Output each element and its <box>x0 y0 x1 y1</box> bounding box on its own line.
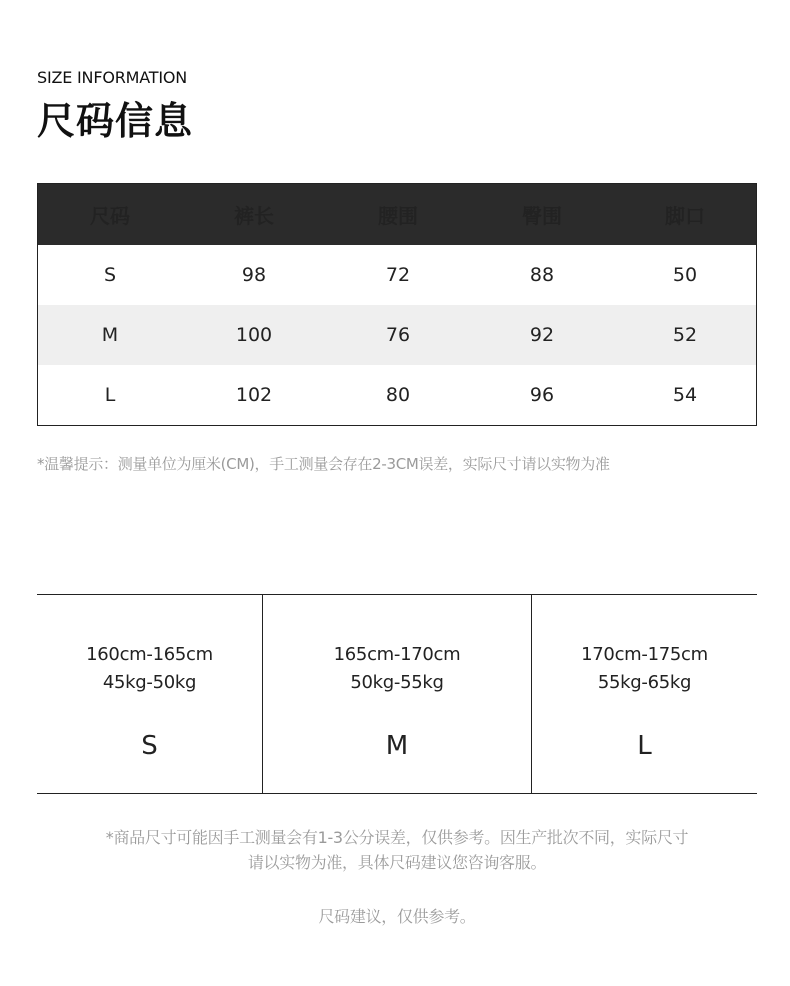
table-cell: 96 <box>529 384 555 406</box>
table-cell: 92 <box>529 324 555 346</box>
recommendation-column <box>262 595 531 793</box>
table-cell: S <box>103 264 117 286</box>
header-cell-length: 裤长 <box>234 204 274 228</box>
size-table-header <box>38 184 756 245</box>
table-cell: 100 <box>235 324 273 346</box>
table-cell: 50 <box>672 264 698 286</box>
table-cell: 76 <box>385 324 411 346</box>
measurement-note: *温馨提示：测量单位为厘米(CM)，手工测量会存在2-3CM误差，实际尺寸请以实物为准 <box>37 455 610 473</box>
size-info-subtitle: SIZE INFORMATION <box>37 68 187 87</box>
weight-range: 55kg-65kg <box>597 672 692 693</box>
size-recommendation-table <box>37 594 757 794</box>
header-cell-waist: 腰围 <box>378 204 418 228</box>
table-row <box>38 305 756 365</box>
header-cell-hem: 脚口 <box>665 204 705 228</box>
product-size-note <box>37 825 757 875</box>
table-cell: 98 <box>241 264 267 286</box>
table-cell: M <box>101 324 119 346</box>
height-range: 165cm-170cm <box>333 644 461 665</box>
table-cell: 80 <box>385 384 411 406</box>
weight-range: 50kg-55kg <box>350 672 444 693</box>
table-cell: L <box>104 384 116 406</box>
table-row <box>38 245 756 305</box>
size-suggestion-note: 尺码建议，仅供参考。 <box>318 907 476 926</box>
table-cell: 54 <box>672 384 698 406</box>
header-cell-hip: 臀围 <box>522 204 562 228</box>
table-cell: 52 <box>672 324 698 346</box>
recommended-size: M <box>385 731 409 761</box>
product-note-line-2: 请以实物为准，具体尺码建议您咨询客服。 <box>247 853 547 872</box>
size-table <box>37 183 757 426</box>
page-title: 尺码信息 <box>37 99 194 143</box>
table-cell: 88 <box>529 264 555 286</box>
header-cell-size: 尺码 <box>90 204 130 228</box>
weight-range: 45kg-50kg <box>102 672 197 693</box>
recommendation-column <box>37 595 262 793</box>
recommendation-column <box>531 595 757 793</box>
recommended-size: S <box>141 731 158 761</box>
recommended-size: L <box>637 731 652 761</box>
table-cell: 72 <box>385 264 411 286</box>
table-row <box>38 365 756 425</box>
table-cell: 102 <box>235 384 273 406</box>
product-note-line-1: *商品尺寸可能因手工测量会有1-3公分误差，仅供参考。因生产批次不同，实际尺寸 <box>105 828 689 847</box>
height-range: 160cm-165cm <box>86 644 213 665</box>
height-range: 170cm-175cm <box>581 644 708 665</box>
